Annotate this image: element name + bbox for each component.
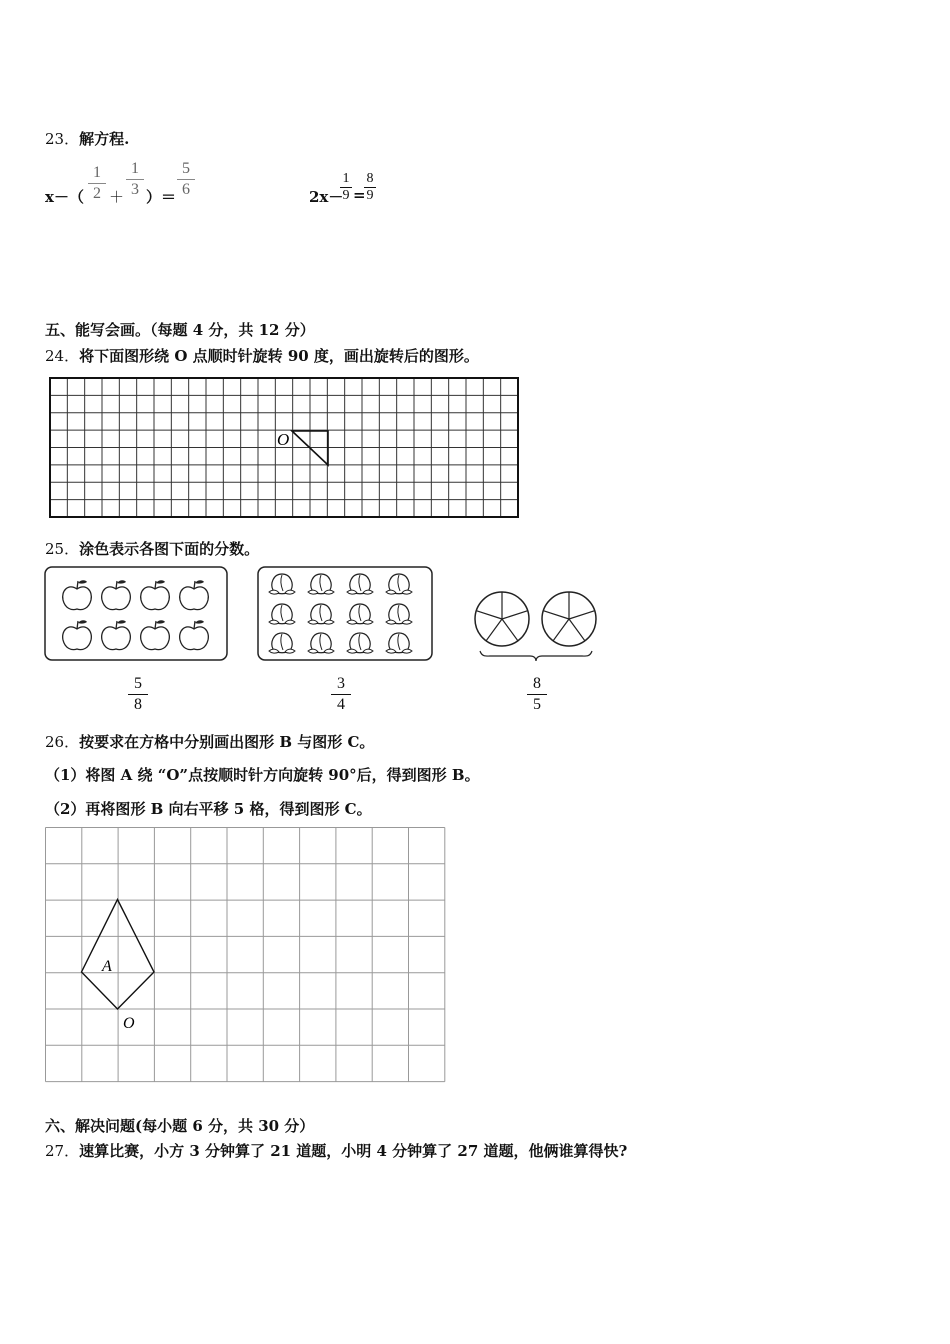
q24-number: 24．	[45, 347, 80, 365]
peach-icon	[386, 574, 412, 594]
point-o-label: O	[123, 1015, 135, 1032]
peach-icon	[347, 604, 373, 624]
q24-grid-figure	[45, 374, 525, 522]
q25-frac1-denominator: 8	[134, 696, 142, 713]
q25-frac2-denominator: 4	[337, 696, 345, 713]
q23-heading	[45, 128, 129, 149]
circles-figure	[468, 585, 603, 665]
q26-step-2: （2）再将图形 B 向右平移 5 格，得到图形 C。	[45, 800, 372, 818]
q23-title: 解方程.	[79, 130, 130, 148]
eq2-f2-numerator: 8	[366, 171, 374, 186]
eq1-f1-denominator: 2	[93, 185, 101, 202]
q25-fraction-apples	[128, 676, 148, 713]
eq2-f1-numerator: 1	[342, 171, 350, 186]
eq1-f3-denominator: 6	[182, 181, 190, 198]
peach-icon	[347, 633, 373, 653]
q25-frac1-numerator: 5	[134, 675, 142, 692]
eq2-fraction-1	[340, 172, 352, 203]
peach-icon	[269, 574, 295, 594]
q24-heading	[45, 345, 479, 366]
eq1-lead: x－（	[45, 188, 84, 206]
apple-icon	[102, 620, 131, 649]
circle-right	[542, 592, 596, 646]
apple-icon	[141, 580, 170, 609]
apples-box	[43, 565, 229, 663]
apple-icon	[180, 620, 209, 649]
eq1-plus: ＋	[109, 188, 125, 206]
apple-icon	[63, 620, 92, 649]
circles-brace	[480, 651, 592, 661]
eq2-fraction-2	[364, 172, 376, 203]
peach-icon	[386, 633, 412, 653]
q24-point-o-label: O	[277, 430, 290, 449]
apple-icon	[180, 580, 209, 609]
q25-frac3-denominator: 5	[533, 696, 541, 713]
q25-text: 涂色表示各图下面的分数。	[79, 540, 260, 558]
q27-text: 速算比赛，小方 3 分钟算了 21 道题，小明 4 分钟算了 27 道题，他俩谁算得快?	[79, 1142, 628, 1160]
section-6-heading: 六、解决问题(每小题 6 分，共 30 分）	[45, 1117, 315, 1135]
eq2-lead: 2x－	[309, 188, 344, 206]
apple-icon	[102, 580, 131, 609]
peach-icon	[386, 604, 412, 624]
section-5-heading: 五、能写会画。（每题 4 分，共 12 分）	[45, 321, 315, 339]
q25-frac3-numerator: 8	[533, 675, 541, 692]
q25-fraction-circles	[527, 676, 547, 713]
apple-icon	[63, 580, 92, 609]
peach-icon	[308, 574, 334, 594]
q26-number: 26．	[45, 733, 80, 751]
peach-icon	[308, 604, 334, 624]
q25-number: 25．	[45, 540, 80, 558]
q26-step-1: （1）将图 A 绕 “O”点按顺时针方向旋转 90°后，得到图形 B。	[45, 766, 480, 784]
shape-a-label: A	[102, 958, 112, 975]
q23-number: 23．	[45, 130, 80, 148]
peach-icon	[308, 633, 334, 653]
eq1-f2-denominator: 3	[131, 181, 139, 198]
q26-text: 按要求在方格中分别画出图形 B 与图形 C。	[79, 733, 375, 751]
eq1-close: ）＝	[146, 188, 177, 206]
q25-fraction-peaches	[331, 676, 351, 713]
q25-frac2-numerator: 3	[337, 675, 345, 692]
eq1-fraction-3	[177, 161, 195, 198]
q27-heading	[45, 1140, 627, 1161]
q27-number: 27．	[45, 1142, 80, 1160]
eq1-fraction-1	[88, 165, 106, 202]
circle-left	[475, 592, 529, 646]
peach-icon	[269, 604, 295, 624]
eq2-f1-denominator: 9	[342, 188, 350, 203]
peaches-box	[256, 565, 434, 663]
q26-grid-lines	[46, 828, 445, 1082]
q25-heading	[45, 538, 259, 559]
eq1-f3-numerator: 5	[182, 160, 190, 177]
peach-icon	[347, 574, 373, 594]
peach-icon	[269, 633, 295, 653]
eq2-f2-denominator: 9	[366, 188, 374, 203]
eq2-equals: =	[353, 186, 366, 204]
q26-grid-figure	[44, 826, 448, 1086]
q24-text: 将下面图形绕 O 点顺时针旋转 90 度，画出旋转后的图形。	[79, 347, 479, 365]
q26-heading	[45, 731, 374, 752]
eq1-fraction-2	[126, 161, 144, 198]
eq1-f2-numerator: 1	[131, 160, 139, 177]
apple-icon	[141, 620, 170, 649]
eq1-f1-numerator: 1	[93, 164, 101, 181]
